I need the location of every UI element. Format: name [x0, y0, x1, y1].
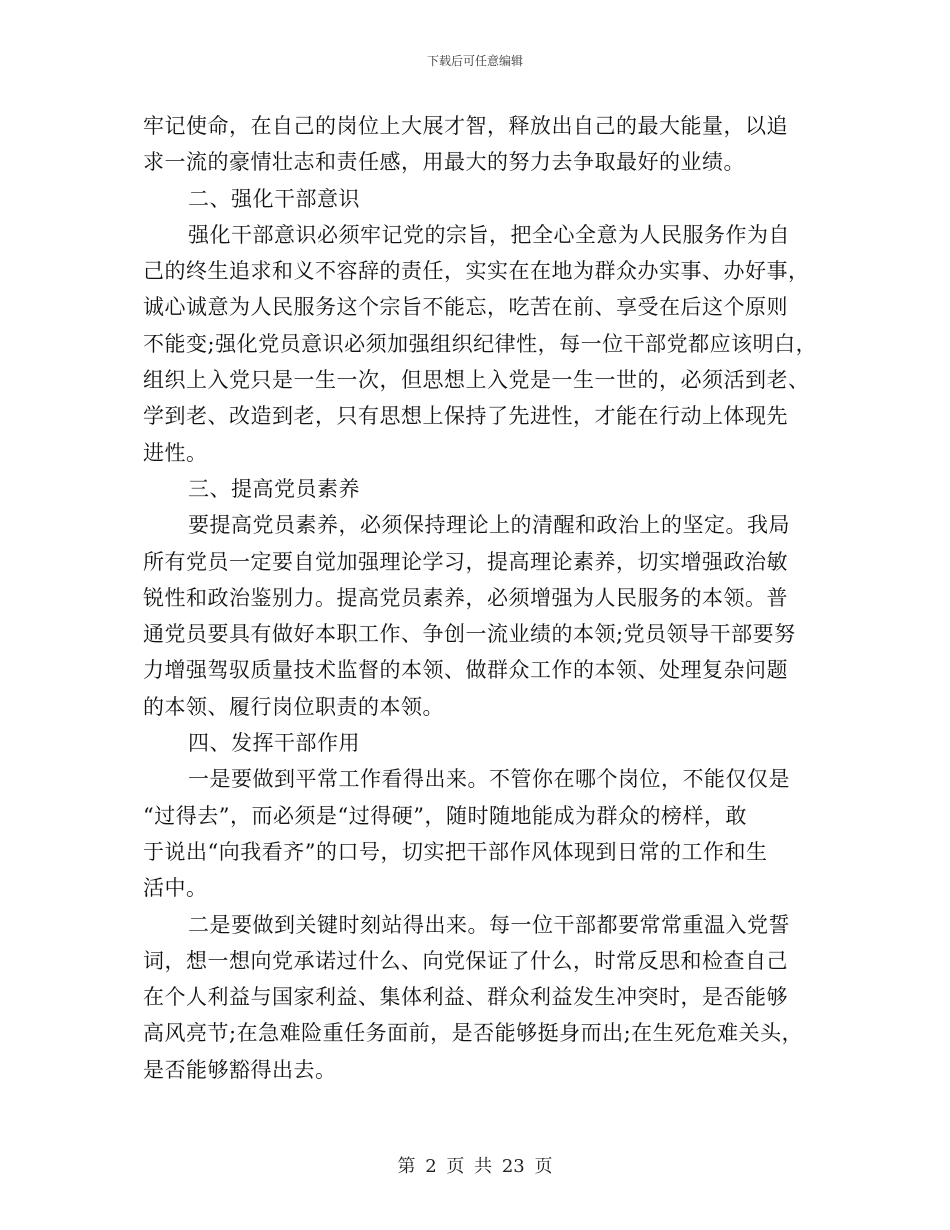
text-line: 通党员要具有做好本职工作、争创一流业绩的本领;党员领导干部要努	[143, 622, 796, 647]
text-line: 要提高党员素养，必须保持理论上的清醒和政治上的坚定。我局	[188, 513, 790, 538]
text-line: 一是要做到平常工作看得出来。不管你在哪个岗位，不能仅仅是	[188, 767, 790, 792]
text-line: 进性。	[143, 440, 208, 465]
text-line: “过得去”，而必须是“过得硬”，随时随地能成为群众的榜样，敢	[143, 803, 747, 828]
text-line: 于说出“向我看齐”的口号，切实把干部作风体现到日常的工作和生	[143, 839, 768, 864]
text-line: 求一流的豪情壮志和责任感，用最大的努力去争取最好的业绩。	[143, 150, 745, 175]
text-line: 二、强化干部意识	[188, 186, 360, 211]
text-line: 牢记使命，在自己的岗位上大展才智，释放出自己的最大能量，以追	[143, 114, 788, 138]
text-line: 在个人利益与国家利益、集体利益、群众利益发生冲突时，是否能够	[143, 985, 788, 1010]
text-line: 学到老、改造到老，只有思想上保持了先进性，才能在行动上体现先	[143, 404, 788, 429]
text-line: 四、发挥干部作用	[188, 731, 360, 756]
text-line: 二是要做到关键时刻站得出来。每一位干部都要常常重温入党誓	[188, 912, 790, 937]
text-line: 己的终生追求和义不容辞的责任，实实在在地为群众办实事、办好事，	[143, 259, 810, 284]
text-line: 的本领、履行岗位职责的本领。	[143, 694, 444, 719]
text-line: 高风亮节;在急难险重任务面前，是否能够挺身而出;在生死危难关头，	[143, 1021, 804, 1046]
page-footer: 第 2 页 共 23 页	[397, 1156, 553, 1177]
text-line: 组织上入党只是一生一次，但思想上入党是一生一世的，必须活到老、	[143, 368, 810, 393]
page-header: 下载后可任意编辑	[426, 54, 523, 68]
text-line: 是否能够豁得出去。	[143, 1057, 337, 1082]
text-line: 活中。	[143, 876, 208, 901]
text-line: 三、提高党员素养	[188, 476, 360, 501]
text-line: 锐性和政治鉴别力。提高党员素养，必须增强为人民服务的本领。普	[143, 585, 788, 610]
text-line: 强化干部意识必须牢记党的宗旨，把全心全意为人民服务作为自	[188, 222, 790, 247]
text-line: 诚心诚意为人民服务这个宗旨不能忘，吃苦在前、享受在后这个原则	[143, 295, 788, 320]
document-body	[143, 108, 818, 1088]
text-line: 力增强驾驭质量技术监督的本领、做群众工作的本领、处理复杂问题	[143, 658, 788, 683]
text-line: 所有党员一定要自觉加强理论学习，提高理论素养，切实增强政治敏	[143, 549, 788, 574]
text-line: 不能变;强化党员意识必须加强组织纪律性，每一位干部党都应该明白，	[143, 331, 818, 356]
text-line: 词，想一想向党承诺过什么、向党保证了什么，时常反思和检查自己	[143, 948, 788, 973]
